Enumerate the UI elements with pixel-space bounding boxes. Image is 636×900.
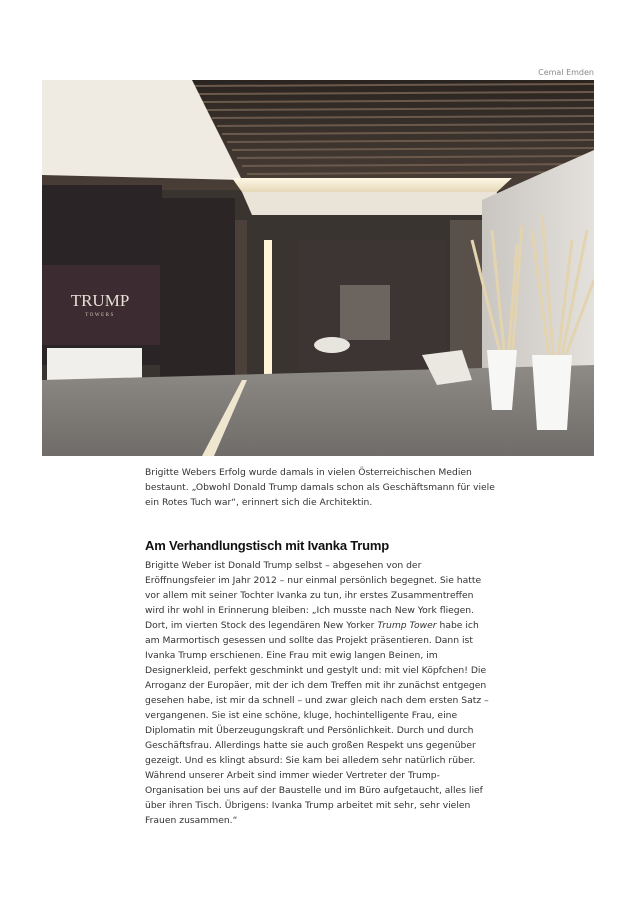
sign-towers: TOWERS — [85, 313, 115, 318]
article-body-part1: Brigitte Weber ist Donald Trump selbst – abgesehen von der Eröffnungsfeier im Jahr 2012 – nur einmal persönlich begegnet. Sie hatte vor allem mit seiner Tochter Ivanka zu tun, ihr erstes Zusammentreffen wird ihr wohl in Erinnerung bleiben: „Ich musste nach New York fliegen. Dort, im vierten Stock des legendären New Yorker — [145, 560, 482, 631]
photo-caption: Brigitte Webers Erfolg wurde damals in vielen Österreichischen Medien bestaunt. „Obwohl Donald Trump damals schon als Geschäftsmann für viele ein Rotes Tuch war“, erinnert sich die Architektin. — [145, 467, 495, 508]
article-body — [145, 558, 490, 828]
lobby-photo — [42, 80, 594, 456]
photo-credit: Cemal Emden — [538, 68, 594, 77]
sign-trump: TRUMP — [70, 291, 130, 310]
section-heading: Am Verhandlungstisch mit Ivanka Trump — [145, 538, 389, 553]
article-body-part2: habe ich am Marmortisch gesessen und sollte das Projekt präsentieren. Dann ist Ivanka Trump erschienen. Eine Frau mit ewig langen Beinen, im Designerkleid, perfekt geschminkt und gestylt und: mit viel Köpfchen! Die Arroganz der Europäer, mit der ich dem Treffen mit ihr zunächst entgegen gesehen habe, ist mir da schnell – und zwar gleich nach dem ersten Satz – vergangenen. Sie ist eine schöne, kluge, hochintelligente Frau, eine Diplomatin mit Überzeugungskraft und Persönlichkeit. Durch und durch Geschäftsfrau. Allerdings hatte sie auch großen Respekt uns gegenüber gezeigt. Und es klingt absurd: Sie kam bei alledem sehr natürlich rüber. Während unserer Arbeit sind immer wieder Vertreter der Trump-Organisation bei uns auf der Baustelle und im Büro aufgetaucht, alles lief über ihren Tisch. Übrigens: Ivanka Trump arbeitet mit sehr, sehr vielen Frauen zusammen.“ — [145, 620, 489, 826]
article-body-italic: Trump Tower — [377, 620, 437, 631]
